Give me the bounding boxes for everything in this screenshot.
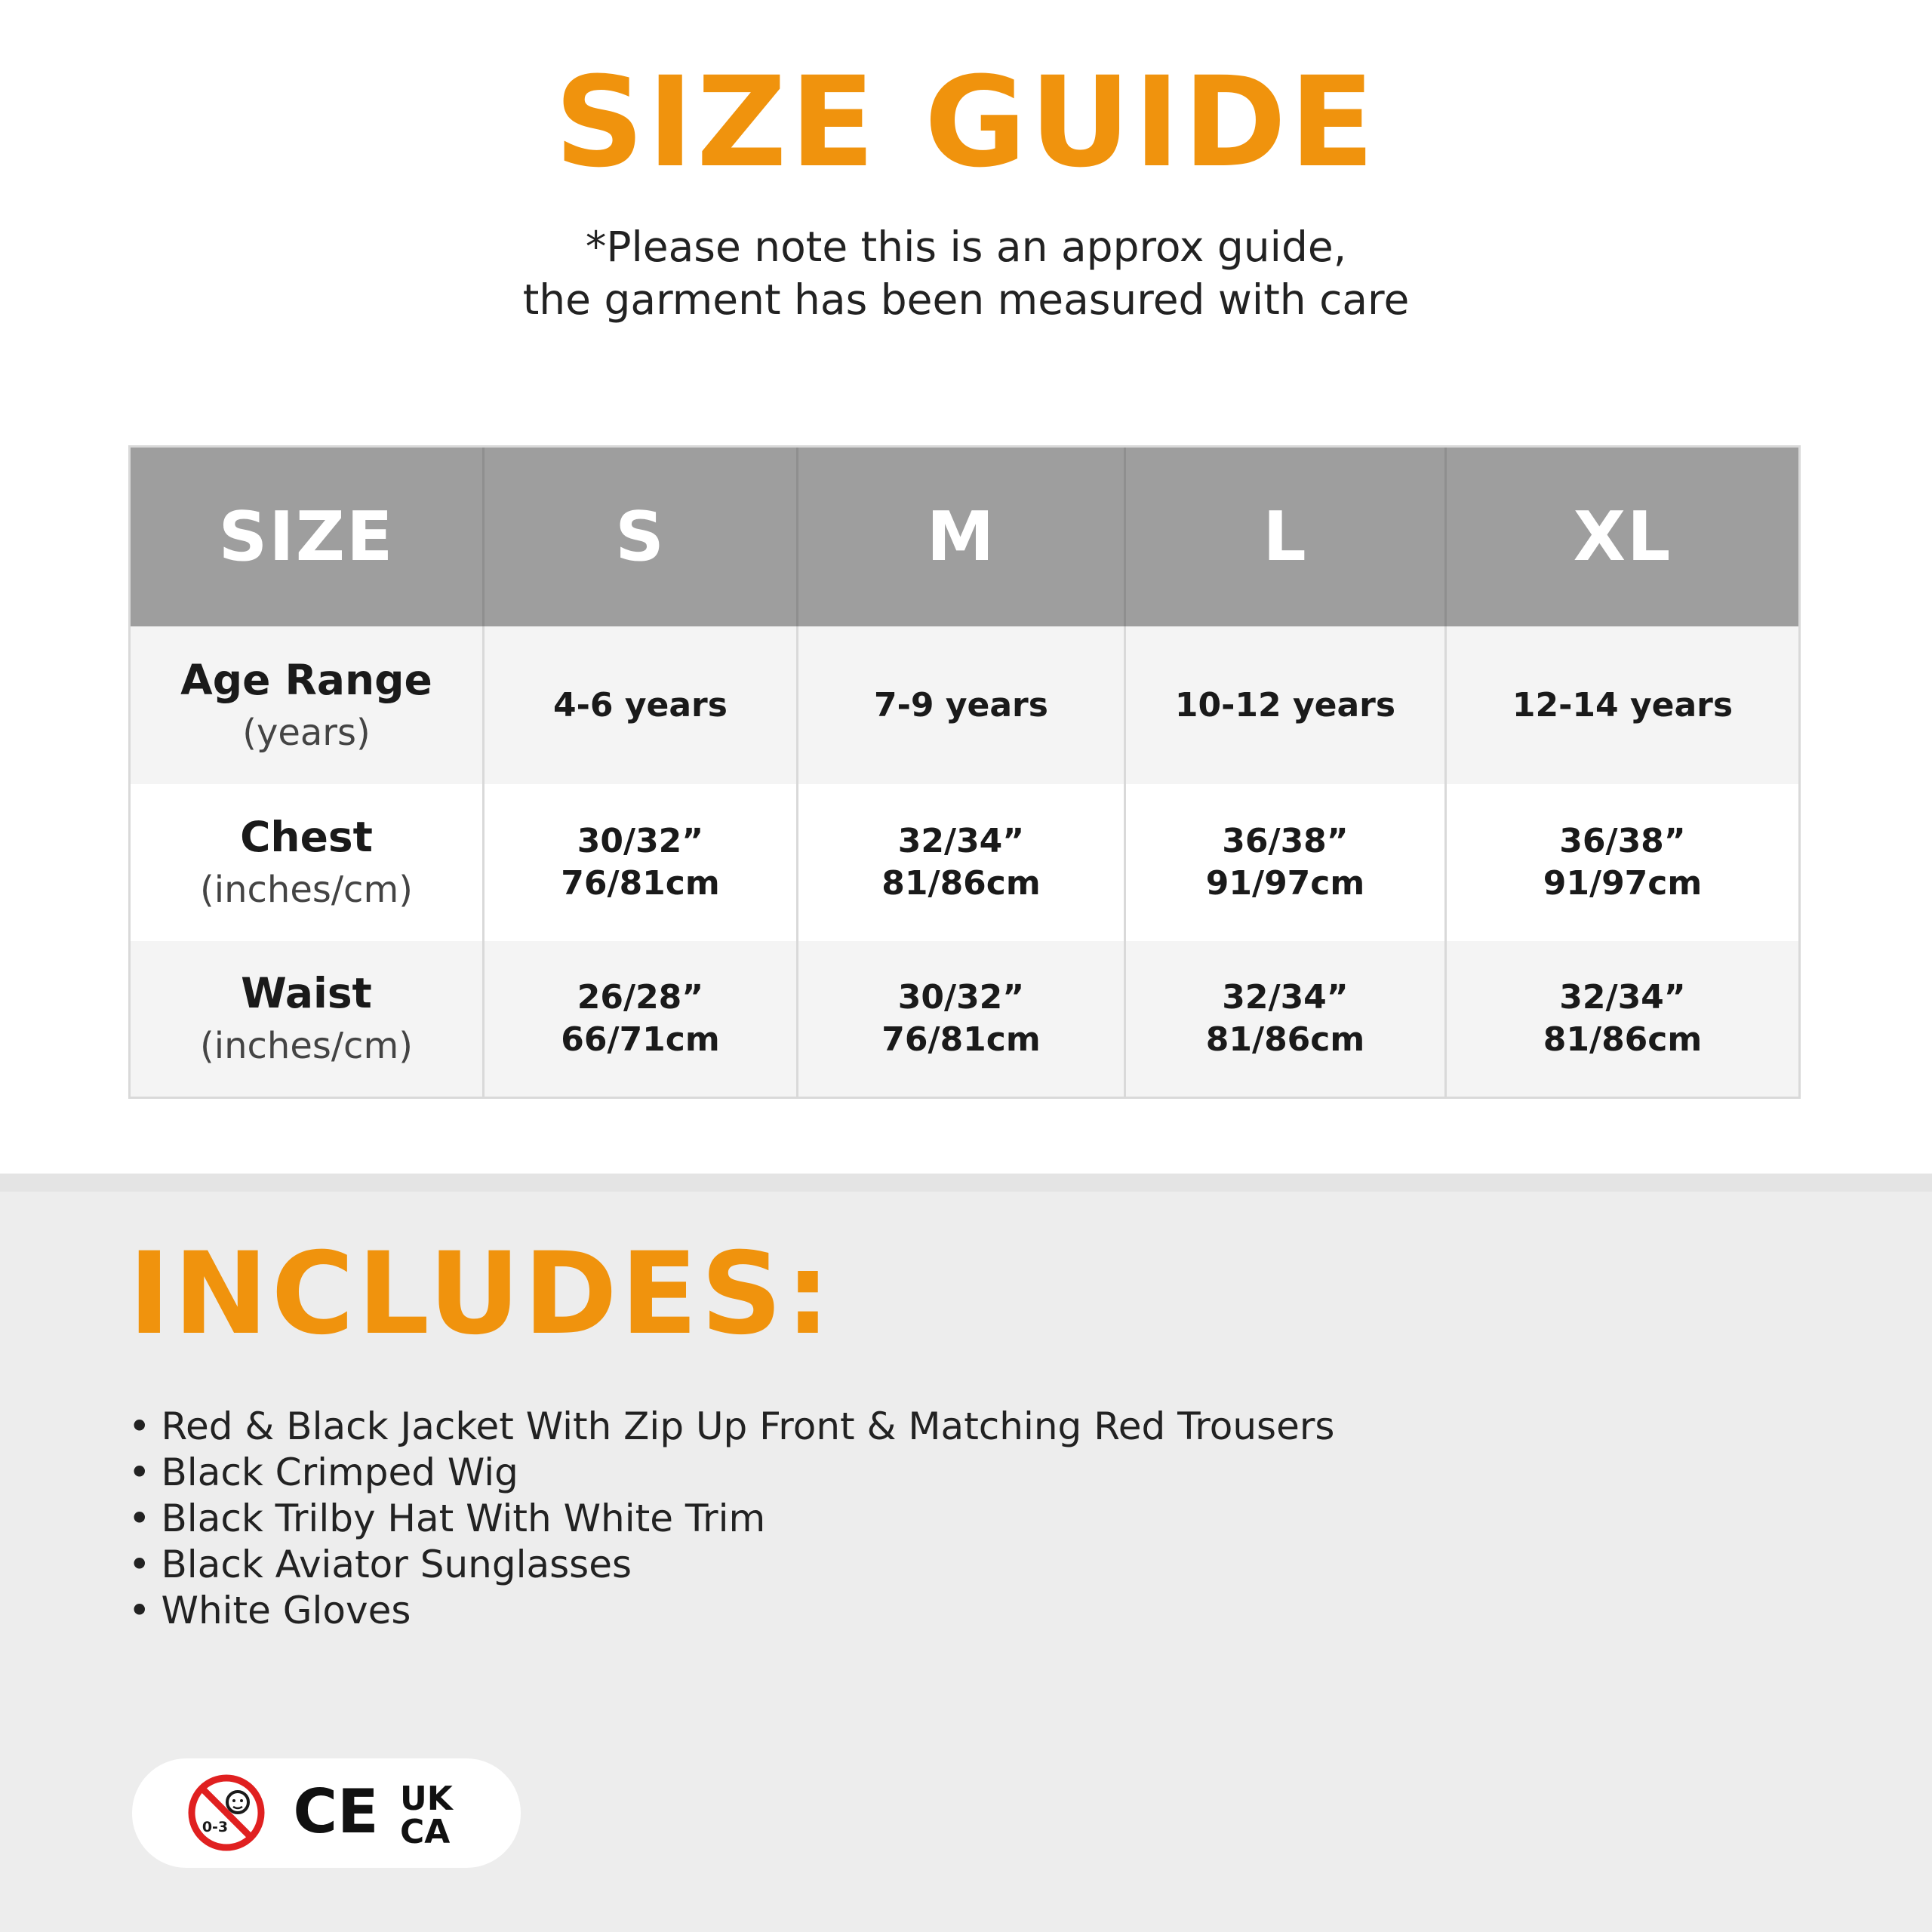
cell-value-cm: 91/97cm: [1205, 864, 1365, 903]
cell-value-inches: 32/34”: [1559, 978, 1686, 1017]
size-table: [128, 445, 1801, 1099]
cell-value-cm: 76/81cm: [561, 864, 720, 903]
row-label-cell: [131, 784, 485, 941]
table-cell: [1126, 941, 1447, 1097]
includes-list: [128, 1404, 1334, 1634]
table-cell: [798, 626, 1126, 784]
row-label: Waist: [241, 969, 372, 1017]
table-cell: [485, 626, 798, 784]
ukca-top-text: UK: [400, 1780, 453, 1818]
cell-value-inches: 32/34”: [1222, 978, 1349, 1017]
cell-value-inches: 32/34”: [897, 822, 1025, 860]
ukca-mark-icon: [400, 1780, 454, 1851]
note-line-1: *Please note this is an approx guide,: [585, 223, 1347, 271]
note-line-2: the garment has been measured with care: [522, 275, 1410, 324]
row-label-cell: [131, 626, 485, 784]
table-cell: [1447, 941, 1798, 1097]
table-header-row: [131, 448, 1798, 626]
cell-value: 10-12 years: [1174, 685, 1396, 724]
safety-marks-badge: [132, 1758, 521, 1868]
cell-value: 4-6 years: [553, 685, 728, 724]
header-cell-s: [485, 448, 798, 626]
age-warning-text: 0-3: [202, 1819, 229, 1835]
cell-value-cm: 81/86cm: [1543, 1020, 1703, 1059]
cell-value-cm: 91/97cm: [1543, 864, 1703, 903]
cell-value: 12-14 years: [1512, 685, 1734, 724]
table-row-chest: [131, 784, 1798, 941]
header-cell-l: [1126, 448, 1447, 626]
list-item: • Red & Black Jacket With Zip Up Front & Matching Red Trousers: [128, 1404, 1334, 1450]
table-row-age-range: [131, 626, 1798, 784]
header-label: SIZE: [218, 497, 395, 577]
header-label: S: [615, 497, 666, 577]
cell-value: 7-9 years: [874, 685, 1048, 724]
table-cell: [1126, 784, 1447, 941]
table-cell: [798, 941, 1126, 1097]
cell-value-cm: 81/86cm: [1205, 1020, 1365, 1059]
list-item: • White Gloves: [128, 1588, 1334, 1634]
cell-value-inches: 36/38”: [1222, 822, 1349, 860]
header-cell-xl: [1447, 448, 1798, 626]
includes-title: INCLUDES:: [128, 1229, 834, 1360]
ce-mark-text: CE: [293, 1777, 379, 1847]
table-cell: [485, 941, 798, 1097]
page-title: SIZE GUIDE: [554, 50, 1378, 195]
row-label-cell: [131, 941, 485, 1097]
cell-value-inches: 30/32”: [897, 978, 1025, 1017]
list-item: • Black Trilby Hat With White Trim: [128, 1496, 1334, 1542]
header-cell-size: [131, 448, 485, 626]
cell-value-cm: 76/81cm: [881, 1020, 1041, 1059]
cell-value-cm: 66/71cm: [561, 1020, 720, 1059]
list-item: • Black Crimped Wig: [128, 1450, 1334, 1496]
table-cell: [1447, 626, 1798, 784]
list-item: • Black Aviator Sunglasses: [128, 1542, 1334, 1588]
cell-value-inches: 30/32”: [577, 822, 704, 860]
cell-value-inches: 26/28”: [577, 978, 704, 1017]
table-cell: [798, 784, 1126, 941]
ce-mark-icon: [293, 1777, 378, 1847]
header-cell-m: [798, 448, 1126, 626]
table-cell: [485, 784, 798, 941]
safety-marks: [132, 1758, 521, 1868]
age-warning-icon: [192, 1778, 261, 1847]
table-cell: [1126, 626, 1447, 784]
table-cell: [1447, 784, 1798, 941]
header-label: XL: [1573, 497, 1672, 577]
row-unit: (years): [242, 711, 371, 754]
ukca-bottom-text: CA: [400, 1813, 451, 1851]
row-label: Age Range: [180, 655, 432, 704]
row-unit: (inches/cm): [200, 1025, 413, 1067]
header-label: M: [926, 497, 996, 577]
table-row-waist: [131, 941, 1798, 1097]
guide-note: [0, 220, 1932, 326]
row-unit: (inches/cm): [200, 869, 413, 911]
cell-value-inches: 36/38”: [1559, 822, 1686, 860]
cell-value-cm: 81/86cm: [881, 864, 1041, 903]
row-label: Chest: [240, 813, 373, 861]
header-label: L: [1263, 497, 1308, 577]
